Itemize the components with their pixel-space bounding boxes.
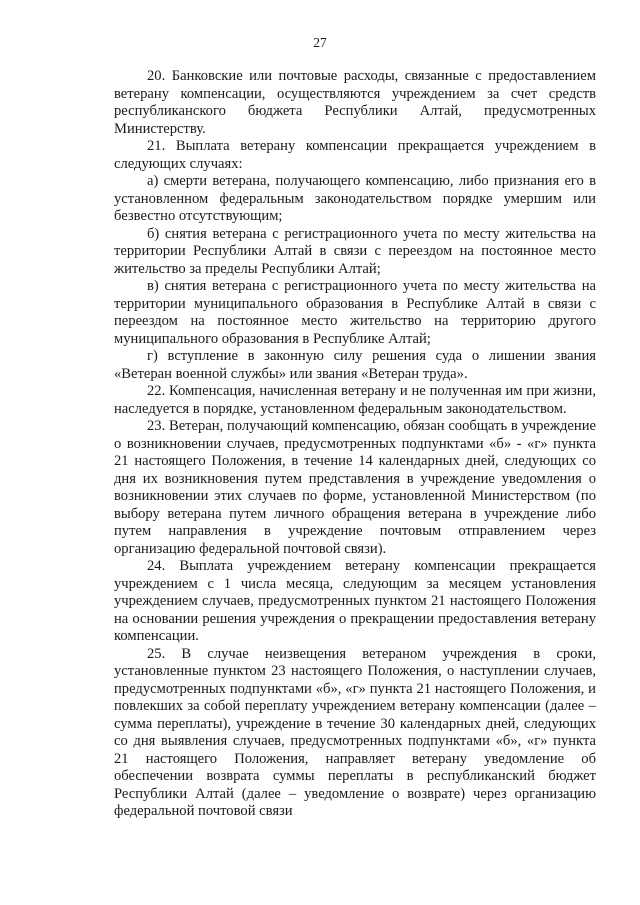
page-number: 27 xyxy=(313,35,327,50)
paragraph-24: 24. Выплата учреждением ветерану компенсации прекращается учреждением с 1 числа месяца, следующим за месяцем установления учреждением случаев, предусмотренных пунктом 21 настоящего Положения на основании решения учреждения о прекращении предоставления ветерану компенсации. xyxy=(114,558,596,644)
paragraph-20: 20. Банковские или почтовые расходы, связанные с предоставлением ветерану компенсации, осуществляются учреждением за счет средств республиканского бюджета Республики Алтай, предусмотренных Министерству. xyxy=(114,68,596,137)
paragraph-25: 25. В случае неизвещения ветераном учреждения в сроки, установленные пунктом 23 настоящего Положения, о наступлении случаев, предусмотренных подпунктами «б», «г» пункта 21 настоящего Положения, и повлекших за собой переплату учреждением ветерану компенсации (далее – сумма переплаты), учреждение в течение 30 календарных дней, следующих со дня выявления случаев, предусмотренных подпунктами «б», «г» пункта 21 настоящего Положения, направляет ветерану уведомление об обеспечении возврата суммы переплаты в республиканский бюджет Республики Алтай (далее – уведомление о возврате) через организацию федеральной почтовой связи xyxy=(114,645,596,819)
paragraph-21: 21. Выплата ветерану компенсации прекращается учреждением в следующих случаях: xyxy=(114,138,596,172)
paragraph-21-g: г) вступление в законную силу решения суда о лишении звания «Ветеран военной службы» или звания «Ветеран труда». xyxy=(114,348,596,382)
paragraph-22: 22. Компенсация, начисленная ветерану и не полученная им при жизни, наследуется в порядке, установленном федеральным законодательством. xyxy=(114,383,596,417)
paragraph-23: 23. Ветеран, получающий компенсацию, обязан сообщать в учреждение о возникновении случаев, предусмотренных подпунктами «б» - «г» пункта 21 настоящего Положения, в течение 14 календарных дней, следующих со дня их возникновения путем представления в учреждение уведомления о возникновении этих случаев по форме, установленной Министерством (по выбору ветерана путем личного обращения ветерана в учреждение либо путем направления в учреждение почтовым отправлением через организацию федеральной почтовой связи). xyxy=(114,418,596,557)
paragraph-21-a: а) смерти ветерана, получающего компенсацию, либо признания его в установленном федеральным законодательством порядке умершим или безвестно отсутствующим; xyxy=(114,173,596,224)
document-body xyxy=(114,68,596,821)
paragraph-21-v: в) снятия ветерана с регистрационного учета по месту жительства на территории муниципального образования в Республике Алтай в связи с переездом на постоянное место жительство на территорию другого муниципального образования в Республике Алтай; xyxy=(114,278,596,347)
paragraph-21-b: б) снятия ветерана с регистрационного учета по месту жительства на территории Республики Алтай в связи с переездом на постоянное место жительство за пределы Республики Алтай; xyxy=(114,225,596,277)
